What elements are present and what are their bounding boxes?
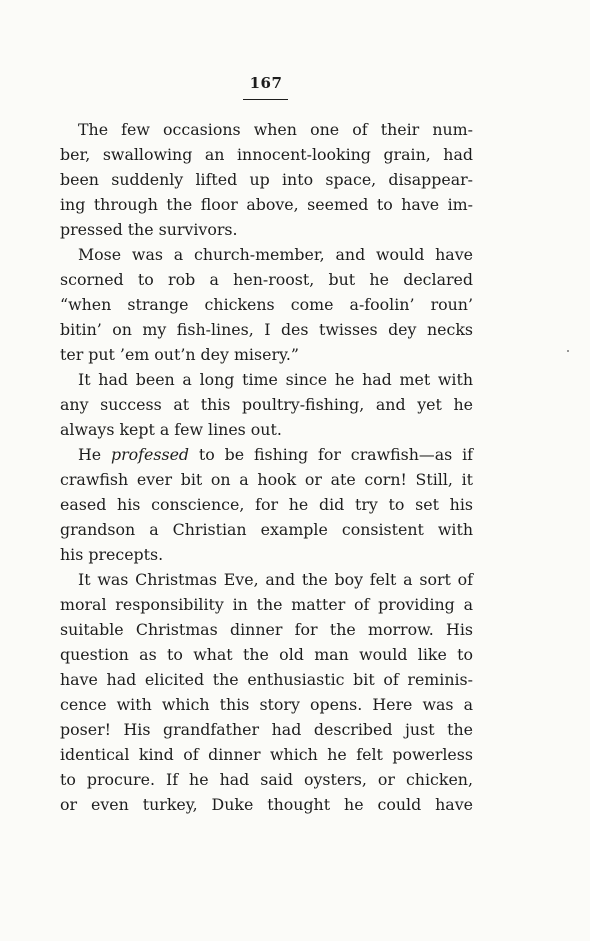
- text-segment: to be fishing for crawfish—as if: [189, 445, 473, 464]
- text-line: suitable Christmas dinner for the morrow. His: [60, 620, 473, 639]
- text-line: “when strange chickens come a-foolin’ roun’: [60, 295, 473, 314]
- body-text: [60, 117, 473, 817]
- text-line: question as to what the old man would like to: [60, 645, 473, 664]
- page-number: 167: [249, 74, 283, 92]
- text-line: eased his conscience, for he did try to set his: [60, 495, 473, 514]
- text-line: always kept a few lines out.: [60, 420, 282, 439]
- text-line: moral responsibility in the matter of providing a: [60, 595, 473, 614]
- text-line: grandson a Christian example consistent with: [60, 520, 473, 539]
- text-line: cence with which this story opens. Here was a: [60, 695, 473, 714]
- text-line: his precepts.: [60, 545, 164, 564]
- text-line: to procure. If he had said oysters, or chicken,: [60, 770, 473, 789]
- text-line: bitin’ on my fish-lines, I des twisses dey necks: [60, 320, 473, 339]
- text-line: or even turkey, Duke thought he could have: [60, 795, 473, 814]
- page-number-rule: [243, 99, 288, 100]
- text-line: It was Christmas Eve, and the boy felt a sort of: [78, 570, 473, 589]
- text-line: identical kind of dinner which he felt powerless: [60, 745, 473, 764]
- text-line: It had been a long time since he had met with: [78, 370, 473, 389]
- text-line: [60, 442, 473, 467]
- text-line: pressed the survivors.: [60, 220, 238, 239]
- text-line: crawfish ever bit on a hook or ate corn! Still, it: [60, 470, 473, 489]
- text-line: have had elicited the enthusiastic bit of reminis-: [60, 670, 473, 689]
- text-line: poser! His grandfather had described just the: [60, 720, 473, 739]
- text-line: ber, swallowing an innocent-looking grain, had: [60, 145, 473, 164]
- italic-text-segment: professed: [111, 445, 190, 464]
- text-line: ter put ’em out’n dey misery.”: [60, 345, 299, 364]
- text-line: The few occasions when one of their num-: [78, 120, 473, 139]
- text-line: Mose was a church-member, and would have: [78, 245, 473, 264]
- text-line: any success at this poultry-fishing, and yet he: [60, 395, 473, 414]
- text-line: scorned to rob a hen-roost, but he declared: [60, 270, 473, 289]
- text-line: ing through the floor above, seemed to have im-: [60, 195, 473, 214]
- paper-speck: [567, 350, 569, 352]
- text-line: been suddenly lifted up into space, disappear-: [60, 170, 473, 189]
- text-segment: He: [78, 445, 111, 464]
